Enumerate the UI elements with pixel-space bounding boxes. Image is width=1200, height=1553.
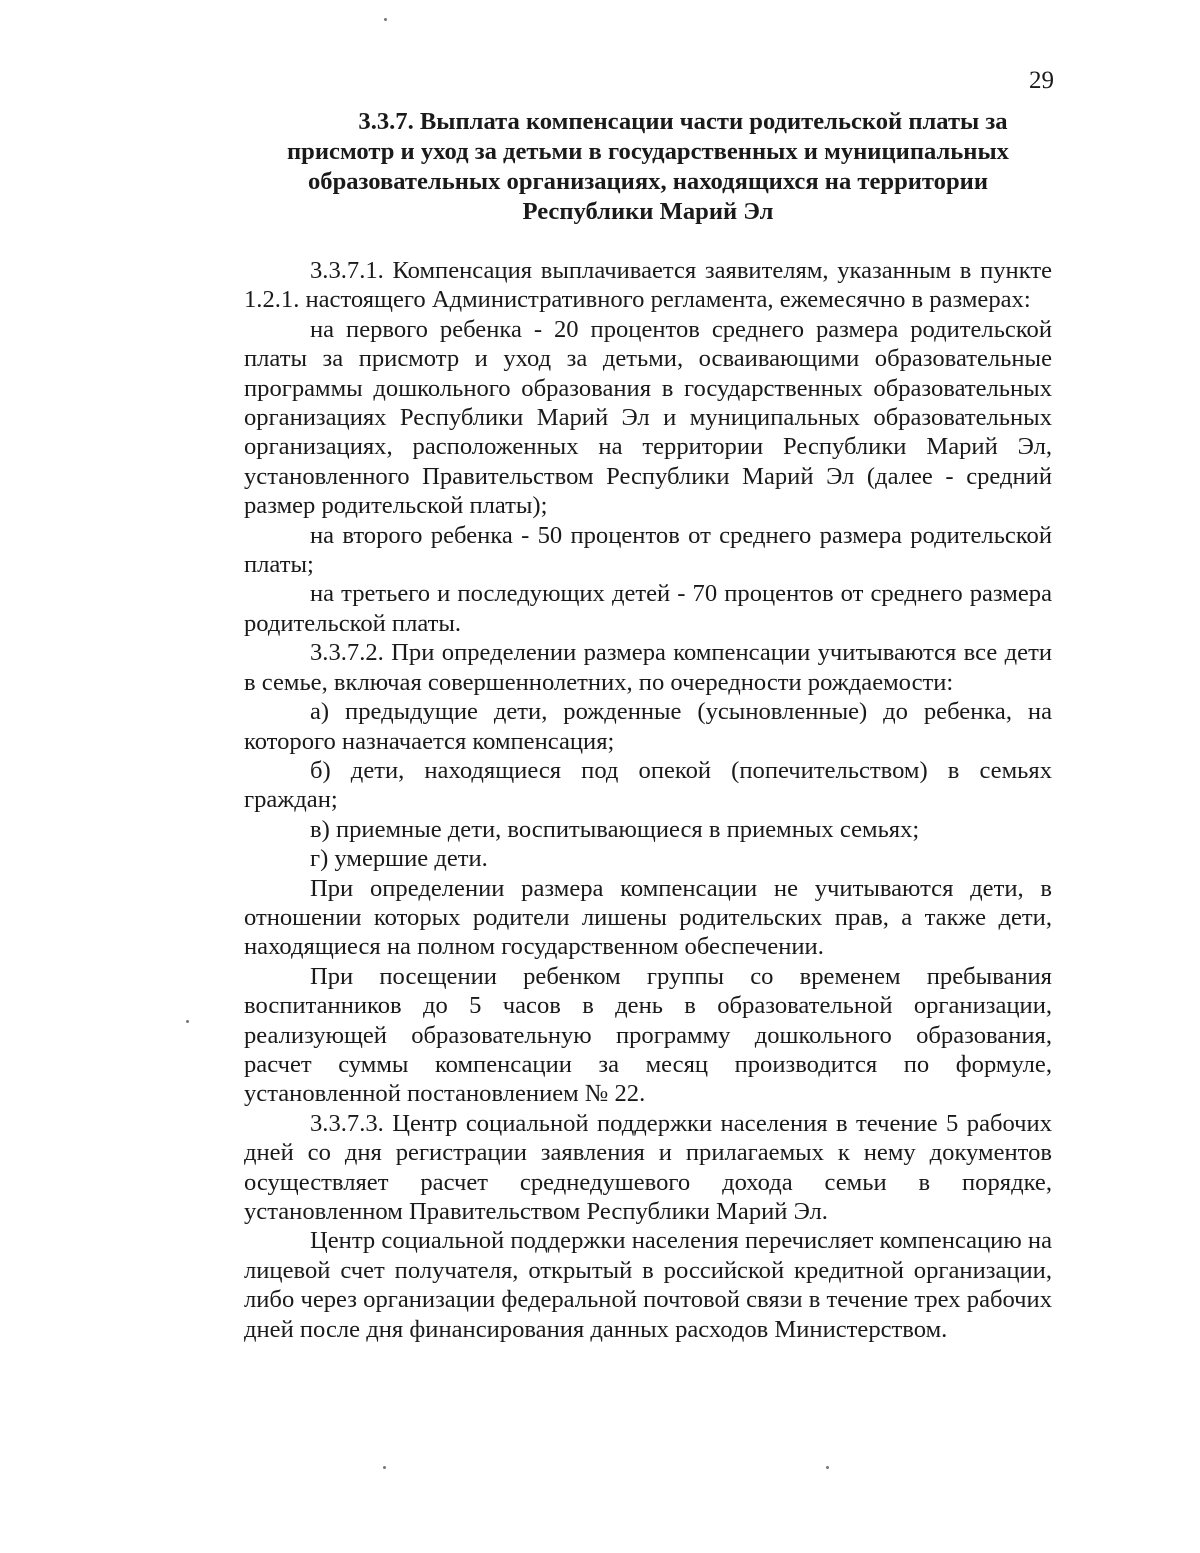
list-item-v: в) приемные дети, воспитывающиеся в приемных семьях; [310,815,920,843]
paragraph-first-child: на первого ребенка - 20 процентов среднего размера родительской платы за присмотр и уход за детьми, осваивающими образовательные программы дошкольного образования в государственных образовательных организациях Республики Марий Эл и муниципальных образовательных организациях, расположенных на территории Республики Марий Эл, установленного Правительством Республики Марий Эл (далее - средний размер родительской платы); [244,315,1052,520]
page-number: 29 [1029,67,1054,94]
document-body [244,256,1052,1344]
heading-line: образовательных организациях, находящихся на территории [307,168,988,195]
paragraph-3-3-7-2: 3.3.7.2. При определении размера компенсации учитываются все дети в семье, включая совершеннолетних, по очередности рождаемости: [244,639,1052,696]
heading-line: присмотр и уход за детьми в государственных и муниципальных [287,138,1009,165]
scan-speck [383,1466,386,1469]
heading-line: Республики Марий Эл [522,198,774,225]
list-item-b: б) дети, находящиеся под опекой (попечительством) в семьях граждан; [244,756,1052,814]
heading-line: 3.3.7. Выплата компенсации части родительской платы за [358,108,1008,135]
scan-speck [186,1020,189,1023]
scan-speck [826,1466,829,1469]
paragraph-payment-transfer: Центр социальной поддержки населения перечисляет компенсацию на лицевой счет получателя, открытый в российской кредитной организации, либо через организации федеральной почтовой связи в течение трех рабочих дней после дня финансирования данных расходов Министерством. [244,1227,1052,1343]
section-heading [244,107,1052,227]
list-item-g: г) умершие дети. [310,845,488,873]
paragraph-3-3-7-1: 3.3.7.1. Компенсация выплачивается заявителям, указанным в пункте 1.2.1. настоящего Административного регламента, ежемесячно в размерах: [244,257,1052,314]
list-item-a: а) предыдущие дети, рожденные (усыновленные) до ребенка, на которого назначается компенсация; [244,698,1052,755]
paragraph-second-child: на второго ребенка - 50 процентов от среднего размера родительской платы; [244,521,1052,579]
paragraph-exclusions: При определении размера компенсации не учитываются дети, в отношении которых родители лишены родительских прав, а также дети, находящиеся на полном государственном обеспечении. [244,874,1052,961]
paragraph-3-3-7-3: 3.3.7.3. Центр социальной поддержки населения в течение 5 рабочих дней со дня регистрации заявления и прилагаемых к нему документов осуществляет расчет среднедушевого дохода семьи в порядке, установленном Правительством Республики Марий Эл. [244,1109,1052,1225]
paragraph-third-child: на третьего и последующих детей - 70 процентов от среднего размера родительской платы. [244,580,1052,637]
paragraph-short-stay: При посещении ребенком группы со временем пребывания воспитанников до 5 часов в день в образовательной организации, реализующей образовательную программу дошкольного образования, расчет суммы компенсации за месяц производится по формуле, установленной постановлением № 22. [244,962,1052,1108]
scan-speck [384,18,387,21]
